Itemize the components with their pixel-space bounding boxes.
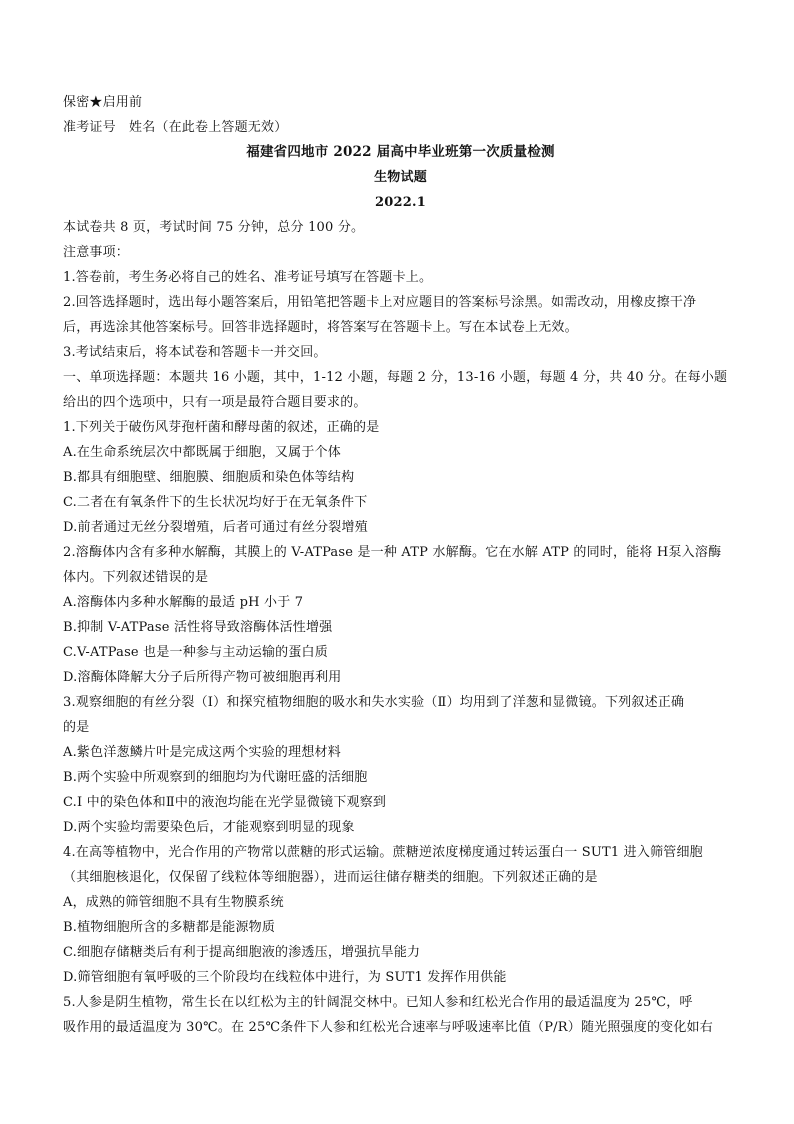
candidate-info-line: 准考证号 姓名（在此卷上答题无效） xyxy=(63,120,288,135)
q3-option-d: D.两个实验均需要染色后，才能观察到明显的现象 xyxy=(63,820,355,835)
question-3-stem-cont: 的是 xyxy=(63,720,90,735)
q1-option-a: A.在生命系统层次中都既属于细胞，又属于个体 xyxy=(63,445,341,460)
notice-item: 后，再选涂其他答案标号。回答非选择题时，将答案写在答题卡上。写在本试卷上无效。 xyxy=(63,320,578,335)
question-3-stem: 3.观察细胞的有丝分裂（I）和探究植物细胞的吸水和失水实验（Ⅱ）均用到了洋葱和显微镜。下列叙述正确 xyxy=(63,695,685,710)
q4-option-c: C.细胞存储糖类后有利于提高细胞液的渗透压，增强抗旱能力 xyxy=(63,945,421,960)
question-2-stem-cont: 体内。下列叙述错误的是 xyxy=(63,570,209,585)
question-4-stem: 4.在高等植物中，光合作用的产物常以蔗糖的形式运输。蔗糖逆浓度梯度通过转运蛋白一 SUT1 进入筛管细胞 xyxy=(63,845,703,860)
notice-item: 2.回答选择题时，选出每小题答案后，用铅笔把答题卡上对应题目的答案标号涂黑。如需改动，用橡皮擦干净 xyxy=(63,295,697,310)
question-4-stem-cont: （其细胞核退化，仅保留了线粒体等细胞器），进而运往储存糖类的细胞。下列叙述正确的是 xyxy=(63,870,598,885)
question-5-stem-cont: 吸作用的最适温度为 30℃。在 25℃条件下人参和红松光合速率与呼吸速率比值（P/R）随光照强度的变化如右 xyxy=(63,1020,713,1035)
notice-item: 1.答卷前，考生务必将自己的姓名、准考证号填写在答题卡上。 xyxy=(63,270,433,285)
q2-option-c: C.V-ATPase 也是一种参与主动运输的蛋白质 xyxy=(63,645,328,660)
q3-option-a: A.紫色洋葱鳞片叶是完成这两个实验的理想材料 xyxy=(63,745,341,760)
exam-info: 本试卷共 8 页，考试时间 75 分钟，总分 100 分。 xyxy=(63,220,365,235)
q1-option-b: B.都具有细胞壁、细胞膜、细胞质和染色体等结构 xyxy=(63,470,355,485)
exam-title: 福建省四地市 2022 届高中毕业班第一次质量检测 xyxy=(246,144,555,160)
notice-title: 注意事项： xyxy=(63,245,130,260)
section-heading: 一、单项选择题：本题共 16 小题，其中，1-12 小题，每题 2 分，13-16 小题，每题 4 分，共 40 分。在每小题 xyxy=(63,370,728,385)
q1-option-d: D.前者通过无丝分裂增殖，后者可通过有丝分裂增殖 xyxy=(63,520,368,535)
q1-option-c: C.二者在有氧条件下的生长状况均好于在无氧条件下 xyxy=(63,495,368,510)
subject-title: 生物试题 xyxy=(374,170,427,185)
section-heading-cont: 给出的四个选项中，只有一项是最符合题目要求的。 xyxy=(63,395,367,410)
question-5-stem: 5.人参是阴生植物，常生长在以红松为主的针阔混交林中。已知人参和红松光合作用的最适温度为 25℃，呼 xyxy=(63,995,693,1010)
q2-option-a: A.溶酶体内多种水解酶的最适 pH 小于 7 xyxy=(63,595,304,610)
q2-option-b: B.抑制 V-ATPase 活性将导致溶酶体活性增强 xyxy=(63,620,333,635)
q4-option-a: A，成熟的筛管细胞不具有生物膜系统 xyxy=(63,895,284,910)
question-1-stem: 1.下列关于破伤风芽孢杆菌和酵母菌的叙述，正确的是 xyxy=(63,420,380,435)
exam-page xyxy=(63,90,738,1040)
q3-option-b: B.两个实验中所观察到的细胞均为代谢旺盛的活细胞 xyxy=(63,770,368,785)
question-2-stem: 2.溶酶体内含有多种水解酶，其膜上的 V-ATPase 是一种 ATP 水解酶。它在水解 ATP 的同时，能将 H泵入溶酶 xyxy=(63,545,722,560)
q4-option-b: B.植物细胞所含的多糖都是能源物质 xyxy=(63,920,276,935)
q2-option-d: D.溶酶体降解大分子后所得产物可被细胞再利用 xyxy=(63,670,342,685)
exam-date: 2022.1 xyxy=(375,195,426,210)
notice-item: 3.考试结束后，将本试卷和答题卡一并交回。 xyxy=(63,345,327,360)
q4-option-d: D.筛管细胞有氧呼吸的三个阶段均在线粒体中进行，为 SUT1 发挥作用供能 xyxy=(63,970,507,985)
confidential-label: 保密★启用前 xyxy=(63,95,143,110)
q3-option-c: C.I 中的染色体和Ⅱ中的液泡均能在光学显微镜下观察到 xyxy=(63,795,387,810)
